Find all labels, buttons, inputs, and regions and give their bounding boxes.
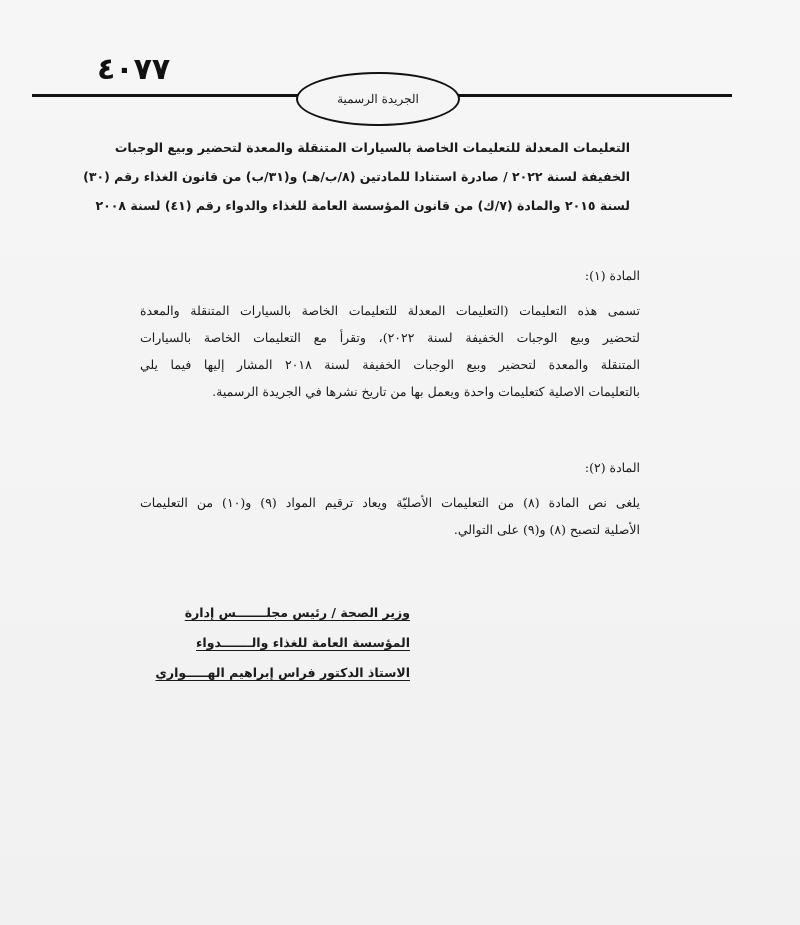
article-2-line: يلغى نص المادة (٨) من التعليمات الأصليّة ويعاد ترقيم المواد (٩) و(١٠) من التعليمات — [140, 495, 640, 510]
document-title — [83, 133, 630, 220]
article-1-line: لتحضير وبيع الوجبات الخفيفة لسنة ٢٠٢٢)، وتقرأ مع التعليمات الخاصة بالسيارات — [140, 330, 640, 345]
article-1-line: تسمى هذه التعليمات (التعليمات المعدلة للتعليمات الخاصة بالسيارات المتنقلة والمعدة — [140, 303, 640, 318]
article-2 — [140, 460, 640, 543]
page-number: ٤٠٧٧ — [97, 52, 171, 87]
gazette-name: الجريدة الرسمية — [337, 92, 419, 106]
article-2-heading: المادة (٢): — [584, 460, 640, 475]
title-line: لسنة ٢٠١٥ والمادة (٧/ك) من قانون المؤسسة العامة للغذاء والدواء رقم (٤١) لسنة ٢٠٠٨ — [95, 198, 630, 213]
signature-line: وزير الصحة / رئيس مجلـــــــس إدارة — [184, 605, 410, 620]
article-1-heading: المادة (١): — [584, 268, 640, 283]
article-2-line: الأصلية لتصبح (٨) و(٩) على التوالي. — [453, 522, 640, 537]
signature-line: الاستاذ الدكتور فراس إبراهيم الهـــــواري — [155, 665, 410, 680]
signature-line: المؤسسة العامة للغذاء والـــــــدواء — [196, 635, 410, 650]
article-1-line: بالتعليمات الاصلية كتعليمات واحدة ويعمل بها من تاريخ نشرها في الجريدة الرسمية. — [212, 384, 640, 399]
title-line: التعليمات المعدلة للتعليمات الخاصة بالسيارات المتنقلة والمعدة لتحضير وبيع الوجبات — [114, 140, 630, 155]
title-line: الخفيفة لسنة ٢٠٢٢ / صادرة استنادا للمادتين (٨/ب/هـ) و(٣١/ب) من قانون الغذاء رقم (٣٠) — [83, 169, 630, 184]
signature-block — [90, 598, 410, 688]
article-1-line: المتنقلة والمعدة لتحضير وبيع الوجبات الخفيفة لسنة ٢٠١٨ المشار إليها فيما يلي — [140, 357, 640, 372]
gazette-name-oval — [296, 72, 460, 126]
article-1 — [140, 268, 640, 405]
